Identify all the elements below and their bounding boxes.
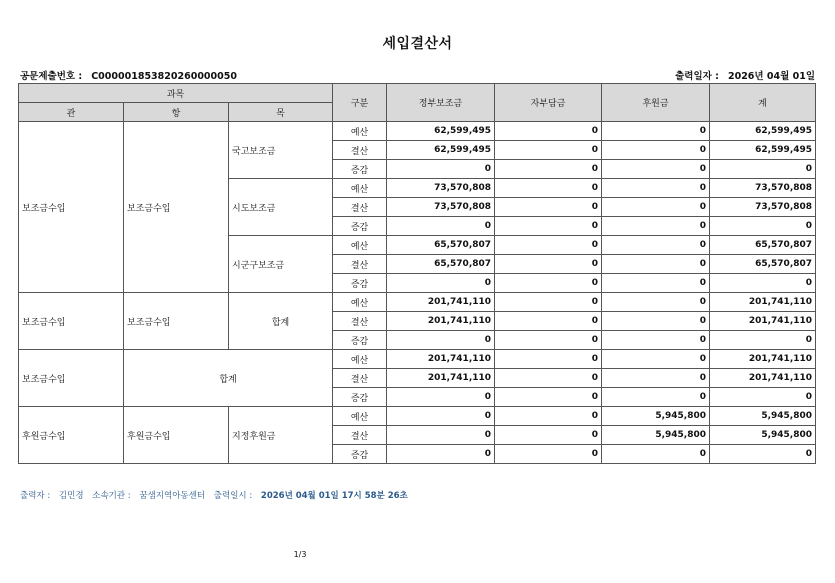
table-row (19, 293, 816, 312)
org-label: 소속기관 : (92, 491, 131, 501)
cell-support: 0 (602, 350, 710, 369)
cell-support: 5,945,800 (602, 426, 710, 445)
cell-total: 0 (710, 274, 816, 293)
print-time-value: 2026년 04월 01일 17시 58분 26초 (260, 491, 408, 501)
cell-gubun: 증감 (333, 331, 387, 350)
cell-gubun: 예산 (333, 293, 387, 312)
cell-self-burden: 0 (495, 293, 602, 312)
cell-self-burden: 0 (495, 217, 602, 236)
cell-gov-subsidy: 0 (387, 445, 495, 464)
cell-gwan: 보조금수입 (19, 122, 124, 293)
cell-self-burden: 0 (495, 445, 602, 464)
cell-support: 0 (602, 312, 710, 331)
cell-support: 0 (602, 445, 710, 464)
cell-mok: 시도보조금 (229, 179, 333, 236)
cell-gov-subsidy: 0 (387, 274, 495, 293)
cell-self-burden: 0 (495, 274, 602, 293)
page-number: 1/3 (293, 550, 307, 559)
cell-self-burden: 0 (495, 388, 602, 407)
cell-self-burden: 0 (495, 198, 602, 217)
header-support: 후원금 (602, 84, 710, 122)
cell-gov-subsidy: 0 (387, 331, 495, 350)
header-self-burden: 자부담금 (495, 84, 602, 122)
print-date-label: 출력일자 : (675, 71, 719, 82)
doc-number-value: C000001853820260000050 (91, 71, 237, 82)
doc-number-block (20, 68, 237, 82)
cell-hang: 보조금수입 (124, 293, 229, 350)
cell-support: 0 (602, 179, 710, 198)
cell-gov-subsidy: 0 (387, 217, 495, 236)
cell-total: 65,570,807 (710, 236, 816, 255)
cell-support: 0 (602, 236, 710, 255)
doc-number-label: 공문제출번호 : (20, 71, 83, 82)
cell-hang: 보조금수입 (124, 122, 229, 293)
print-date-value: 2026년 04월 01일 (727, 71, 815, 82)
cell-total: 62,599,495 (710, 141, 816, 160)
cell-gubun: 예산 (333, 179, 387, 198)
cell-gwan: 보조금수입 (19, 350, 124, 407)
cell-support: 0 (602, 255, 710, 274)
cell-gubun: 증감 (333, 160, 387, 179)
cell-gubun: 결산 (333, 141, 387, 160)
cell-self-burden: 0 (495, 369, 602, 388)
print-time-label: 출력일시 : (213, 491, 253, 501)
cell-self-burden: 0 (495, 179, 602, 198)
header-mok: 목 (229, 103, 333, 122)
cell-support: 0 (602, 293, 710, 312)
cell-self-burden: 0 (495, 312, 602, 331)
cell-gubun: 예산 (333, 350, 387, 369)
cell-gubun: 결산 (333, 426, 387, 445)
table-row (19, 407, 816, 426)
cell-gov-subsidy: 0 (387, 407, 495, 426)
cell-support: 0 (602, 331, 710, 350)
cell-total: 0 (710, 445, 816, 464)
cell-self-burden: 0 (495, 255, 602, 274)
table-row (19, 350, 816, 369)
print-date-block (675, 68, 815, 82)
cell-support: 0 (602, 388, 710, 407)
table-body (19, 122, 816, 464)
cell-total: 0 (710, 331, 816, 350)
cell-gubun: 결산 (333, 255, 387, 274)
cell-gwan: 보조금수입 (19, 293, 124, 350)
cell-total: 65,570,807 (710, 255, 816, 274)
cell-gov-subsidy: 65,570,807 (387, 255, 495, 274)
cell-total: 73,570,808 (710, 179, 816, 198)
cell-gov-subsidy: 0 (387, 388, 495, 407)
cell-self-burden: 0 (495, 122, 602, 141)
cell-gov-subsidy: 0 (387, 160, 495, 179)
cell-mok: 국고보조금 (229, 122, 333, 179)
cell-total: 73,570,808 (710, 198, 816, 217)
cell-gov-subsidy: 73,570,808 (387, 198, 495, 217)
cell-support: 0 (602, 274, 710, 293)
cell-support: 0 (602, 217, 710, 236)
header-subject: 과목 (19, 84, 333, 103)
cell-gov-subsidy: 201,741,110 (387, 312, 495, 331)
cell-total: 62,599,495 (710, 122, 816, 141)
header-gubun: 구분 (333, 84, 387, 122)
cell-support: 0 (602, 198, 710, 217)
cell-self-burden: 0 (495, 407, 602, 426)
cell-gwan: 후원금수입 (19, 407, 124, 464)
cell-gubun: 증감 (333, 445, 387, 464)
cell-gov-subsidy: 201,741,110 (387, 293, 495, 312)
cell-gov-subsidy: 73,570,808 (387, 179, 495, 198)
cell-total: 201,741,110 (710, 350, 816, 369)
printer-name: 김민경 (58, 491, 84, 501)
header-hang: 항 (124, 103, 229, 122)
header-total: 계 (710, 84, 816, 122)
cell-support: 0 (602, 141, 710, 160)
document-title: 세입결산서 (382, 36, 453, 52)
cell-total: 201,741,110 (710, 293, 816, 312)
cell-total: 0 (710, 217, 816, 236)
cell-support: 5,945,800 (602, 407, 710, 426)
cell-self-burden: 0 (495, 236, 602, 255)
print-footer (20, 489, 414, 501)
header-gov-subsidy: 정부보조금 (387, 84, 495, 122)
cell-gubun: 결산 (333, 369, 387, 388)
revenue-settlement-table (18, 83, 816, 464)
table-row (19, 122, 816, 141)
cell-gov-subsidy: 62,599,495 (387, 122, 495, 141)
cell-gov-subsidy: 0 (387, 426, 495, 445)
cell-gubun: 예산 (333, 122, 387, 141)
cell-self-burden: 0 (495, 426, 602, 445)
cell-gov-subsidy: 62,599,495 (387, 141, 495, 160)
cell-total: 0 (710, 160, 816, 179)
cell-gubun: 결산 (333, 198, 387, 217)
cell-mok: 지정후원금 (229, 407, 333, 464)
cell-mok: 시군구보조금 (229, 236, 333, 293)
cell-self-burden: 0 (495, 350, 602, 369)
cell-self-burden: 0 (495, 160, 602, 179)
cell-gov-subsidy: 201,741,110 (387, 369, 495, 388)
cell-total: 0 (710, 388, 816, 407)
cell-gubun: 결산 (333, 312, 387, 331)
cell-self-burden: 0 (495, 331, 602, 350)
cell-total: 5,945,800 (710, 407, 816, 426)
cell-support: 0 (602, 122, 710, 141)
cell-total: 5,945,800 (710, 426, 816, 445)
org-name: 꿈샘지역아동센터 (139, 491, 206, 501)
cell-gubun: 증감 (333, 217, 387, 236)
cell-gubun: 증감 (333, 388, 387, 407)
cell-self-burden: 0 (495, 141, 602, 160)
cell-gubun: 예산 (333, 236, 387, 255)
cell-support: 0 (602, 369, 710, 388)
cell-support: 0 (602, 160, 710, 179)
cell-total: 201,741,110 (710, 369, 816, 388)
cell-mok: 합계 (229, 293, 333, 350)
cell-gov-subsidy: 65,570,807 (387, 236, 495, 255)
cell-gov-subsidy: 201,741,110 (387, 350, 495, 369)
printer-label: 출력자 : (20, 491, 51, 501)
cell-hang-mok-total: 합계 (124, 350, 333, 407)
cell-gubun: 예산 (333, 407, 387, 426)
cell-hang: 후원금수입 (124, 407, 229, 464)
cell-total: 201,741,110 (710, 312, 816, 331)
cell-gubun: 증감 (333, 274, 387, 293)
header-gwan: 관 (19, 103, 124, 122)
